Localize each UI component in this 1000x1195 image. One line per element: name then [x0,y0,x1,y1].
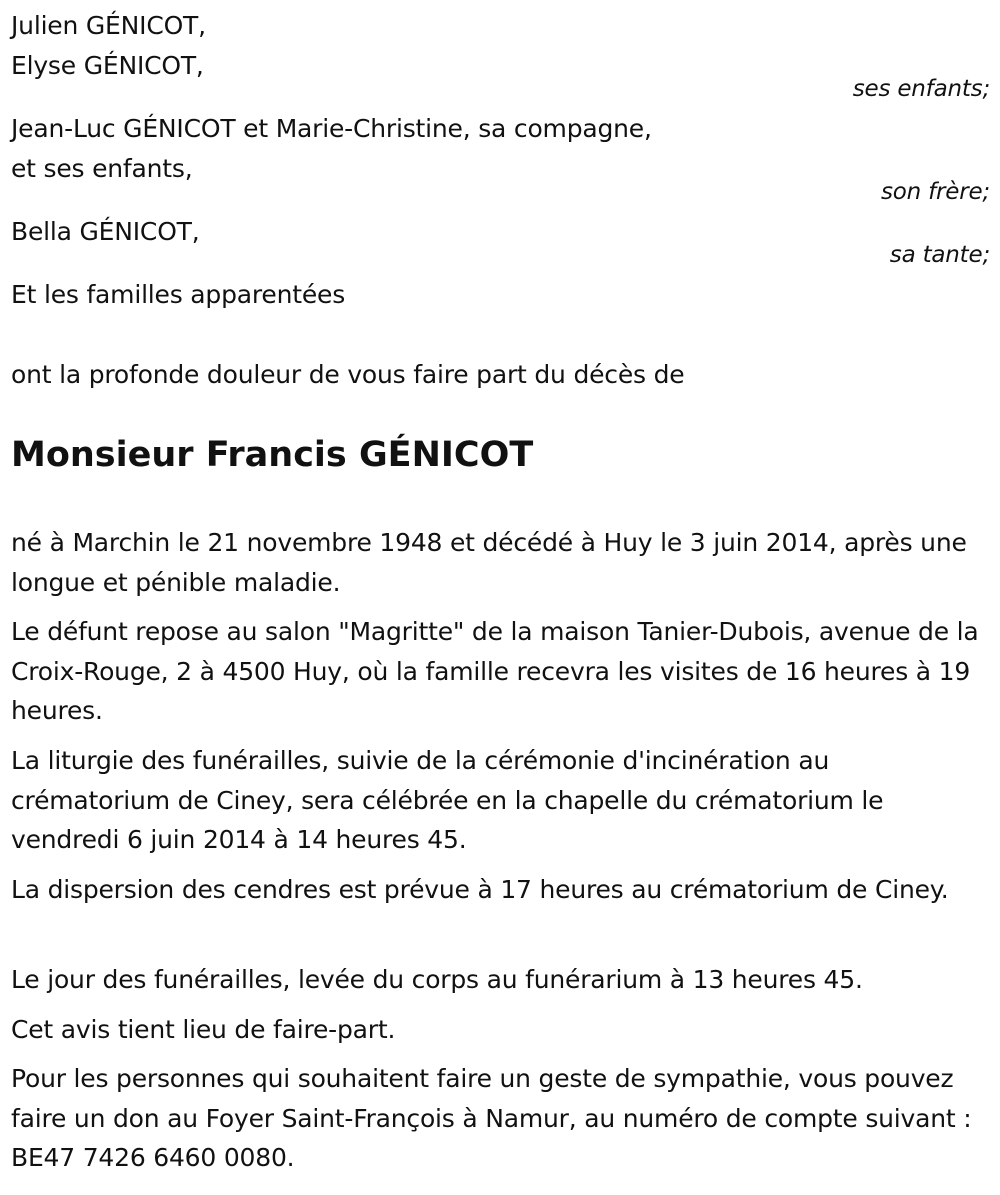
family-line: Elyse GÉNICOT, [11,51,204,80]
family-line: et ses enfants, [11,154,193,183]
paragraph-birth-death: né à Marchin le 21 novembre 1948 et décédé à Huy le 3 juin 2014, après une longue et pénible maladie. [11,528,967,597]
family-line: Et les familles apparentées [11,280,346,309]
paragraph-ashes: La dispersion des cendres est prévue à 17 heures au crématorium de Ciney. [11,875,949,904]
paragraph-donation: Pour les personnes qui souhaitent faire un geste de sympathie, vous pouvez faire un don au Foyer Saint-François à Namur, au numéro de compte suivant : BE47 7426 6460 0080. [11,1064,972,1172]
family-line: Julien GÉNICOT, [11,11,206,40]
relation-label: sa tante; [889,242,990,268]
relation-label: ses enfants; [852,76,990,102]
paragraph-visitation: Le défunt repose au salon "Magritte" de la maison Tanier-Dubois, avenue de la Croix-Rouge, 2 à 4500 Huy, où la famille recevra les visites de 16 heures à 19 heures. [11,617,979,725]
deceased-name: Monsieur Francis GÉNICOT [11,435,534,475]
announcement-text: ont la profonde douleur de vous faire part du décès de [11,360,685,389]
family-line: Bella GÉNICOT, [11,217,200,246]
paragraph-notice: Cet avis tient lieu de faire-part. [11,1015,396,1044]
paragraph-liturgy: La liturgie des funérailles, suivie de la cérémonie d'incinération au crématorium de Ciney, sera célébrée en la chapelle du crématorium le vendredi 6 juin 2014 à 14 heures 45. [11,746,884,854]
paragraph-procession: Le jour des funérailles, levée du corps au funérarium à 13 heures 45. [11,965,863,994]
family-line: Jean-Luc GÉNICOT et Marie-Christine, sa compagne, [11,114,652,143]
relation-label: son frère; [880,179,990,205]
